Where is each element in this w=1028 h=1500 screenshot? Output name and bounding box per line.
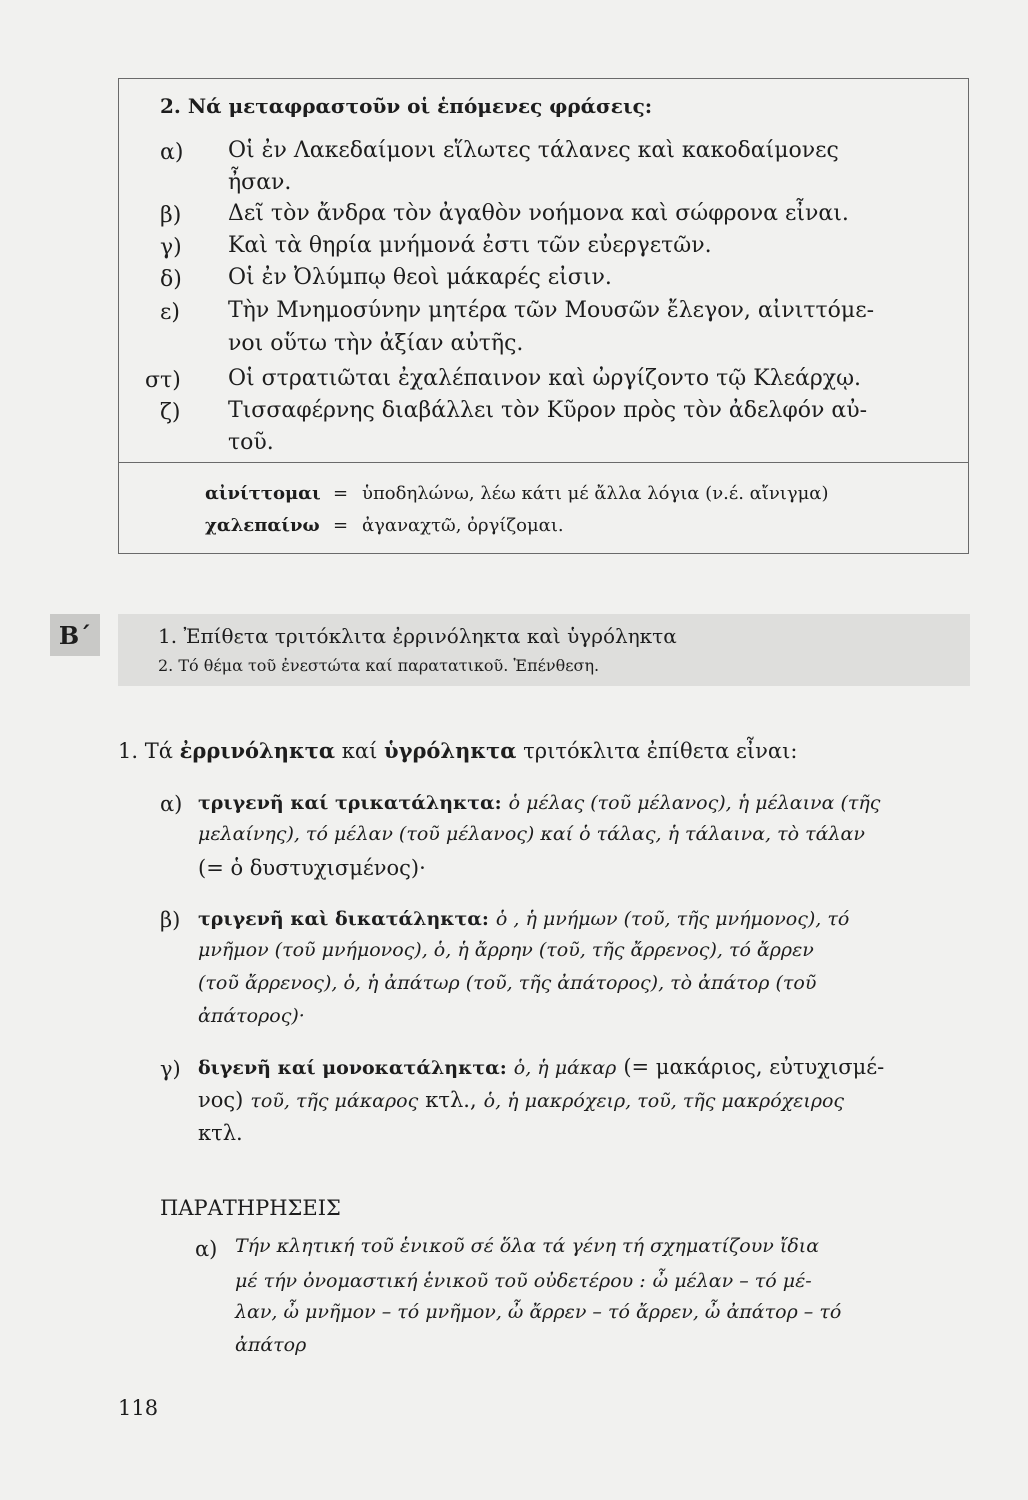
- sentence-line: Τισσαφέρνης διαβάλλει τὸν Κῦρον πρὸς τὸν ἀδελφόν αὐ-: [228, 398, 867, 423]
- example-text: κτλ.,: [425, 1088, 477, 1112]
- item-label: στ): [145, 368, 181, 393]
- example-text: (= μακάριος, εὐτυχισμέ-: [623, 1055, 885, 1079]
- item-label: γ): [160, 235, 182, 260]
- note-text: μέ τήν ὀνομαστική ἑνικοῦ τοῦ οὐδετέρου :: [235, 1270, 646, 1292]
- example-text: μελαίνης), τό μέλαν (τοῦ μέλανος) καί ὁ τάλας, ἡ τάλαινα, τὸ τάλαν: [198, 823, 865, 845]
- exercise-heading: 2. Νά μεταφραστοῦν οἱ ἑπόμενες φράσεις:: [160, 94, 653, 118]
- note-text: ἀπάτορ: [235, 1334, 307, 1356]
- glossary-term: αἰνίττομαι: [205, 483, 321, 504]
- glossary-equals: =: [333, 515, 349, 536]
- glossary-term: χαλεπαίνω: [205, 515, 320, 536]
- item-label: α): [195, 1237, 218, 1261]
- example-text: ὁ , ἡ μνήμων (τοῦ, τῆς μνήμονος), τό: [495, 908, 850, 930]
- category-line: [198, 908, 849, 930]
- example-text: νος): [198, 1088, 244, 1112]
- item-label: γ): [160, 1057, 181, 1081]
- sentence-line: τοῦ.: [228, 430, 274, 455]
- example-text: μνῆμον (τοῦ μνήμονος), ὁ, ἡ ἄρρην (τοῦ, τῆς ἄρρενος), τό ἄρρεν: [198, 939, 814, 961]
- category-heading: τριγενῆ καὶ δικατάληκτα:: [198, 908, 489, 930]
- category-line: [198, 1057, 884, 1079]
- notes-heading: ΠΑΡΑΤΗΡΗΣΕΙΣ: [160, 1196, 341, 1220]
- item-label: α): [160, 792, 183, 816]
- intro-number: 1.: [118, 739, 139, 763]
- category-heading: τριγενῆ καί τρικατάληκτα:: [198, 792, 502, 814]
- item-label: β): [160, 203, 182, 228]
- glossary-equals: =: [333, 483, 349, 504]
- intro-text: Τά: [144, 739, 173, 763]
- note-text: ὦ μέλαν – τό μέ-: [652, 1270, 812, 1292]
- example-line: [198, 1090, 844, 1112]
- glossary-definition: ἀγαναχτῶ, ὀργίζομαι.: [362, 515, 564, 536]
- item-label: δ): [160, 267, 182, 292]
- glossary-definition: ὑποδηλώνω, λέω κάτι μέ ἄλλα λόγια (ν.έ. αἴνιγμα): [362, 483, 829, 504]
- intro-text: τριτόκλιτα ἐπίθετα εἶναι:: [523, 739, 798, 763]
- section-badge: Β΄: [50, 614, 100, 656]
- term-liquid: ὑγρόληκτα: [384, 738, 517, 763]
- example-text: (= ὁ δυστυχισμένος)·: [198, 856, 426, 880]
- section-subtitle: 2. Τό θέμα τοῦ ἐνεστώτα καί παρατατικοῦ. Ἐπένθεση.: [158, 656, 600, 675]
- note-text: λαν, ὦ μνῆμον – τό μνῆμον, ὦ ἄρρεν – τό ἄρρεν, ὦ ἀπάτορ – τό: [235, 1301, 842, 1323]
- sentence-line: Καὶ τὰ θηρία μνήμονά ἐστι τῶν εὐεργετῶν.: [228, 233, 712, 258]
- sentence-line: ἦσαν.: [228, 170, 292, 195]
- sentence-line: Οἱ ἐν Ὀλύμπῳ θεοὶ μάκαρές εἰσιν.: [228, 265, 612, 290]
- intro-text: καί: [341, 739, 378, 763]
- section-title: 1. Ἐπίθετα τριτόκλιτα ἐρρινόληκτα καὶ ὑγρόληκτα: [158, 624, 677, 648]
- example-text: ὁ, ἡ μάκαρ: [513, 1057, 617, 1079]
- item-label: α): [160, 140, 184, 165]
- page-number: 118: [118, 1396, 159, 1420]
- example-text: τοῦ, τῆς μάκαρος: [250, 1090, 419, 1112]
- intro-line: [118, 740, 797, 762]
- item-label: ε): [160, 300, 180, 325]
- category-line: [198, 792, 880, 814]
- category-heading: διγενῆ καί μονοκατάληκτα:: [198, 1057, 507, 1079]
- term-nasal: ἐρρινόληκτα: [179, 738, 336, 763]
- sentence-line: νοι οὕτω τὴν ἀξίαν αὐτῆς.: [228, 331, 524, 356]
- sentence-line: Δεῖ τὸν ἄνδρα τὸν ἀγαθὸν νοήμονα καὶ σώφρονα εἶναι.: [228, 201, 849, 226]
- sentence-line: Τὴν Μνημοσύνην μητέρα τῶν Μουσῶν ἔλεγον, αἰνιττόμε-: [228, 298, 875, 323]
- glossary-divider: [118, 462, 969, 463]
- example-text: (τοῦ ἄρρενος), ὁ, ἡ ἀπάτωρ (τοῦ, τῆς ἀπάτορος), τὸ ἀπάτορ (τοῦ: [198, 972, 817, 994]
- item-label: ζ): [160, 400, 181, 425]
- example-text: ὁ, ἡ μακρόχειρ, τοῦ, τῆς μακρόχειρος: [483, 1090, 845, 1112]
- note-line: [235, 1270, 812, 1292]
- example-text: κτλ.: [198, 1121, 243, 1145]
- example-text: ὁ μέλας (τοῦ μέλανος), ἡ μέλαινα (τῆς: [508, 792, 881, 814]
- sentence-line: Οἱ ἐν Λακεδαίμονι εἵλωτες τάλανες καὶ κακοδαίμονες: [228, 138, 839, 163]
- example-text: ἀπάτορος)·: [198, 1005, 305, 1027]
- sentence-line: Οἱ στρατιῶται ἐχαλέπαινον καὶ ὠργίζοντο τῷ Κλεάρχῳ.: [228, 366, 862, 391]
- item-label: β): [160, 908, 181, 932]
- note-text: Τήν κλητική τοῦ ἑνικοῦ σέ ὅλα τά γένη τή σχηματίζουν ἴδια: [235, 1235, 820, 1257]
